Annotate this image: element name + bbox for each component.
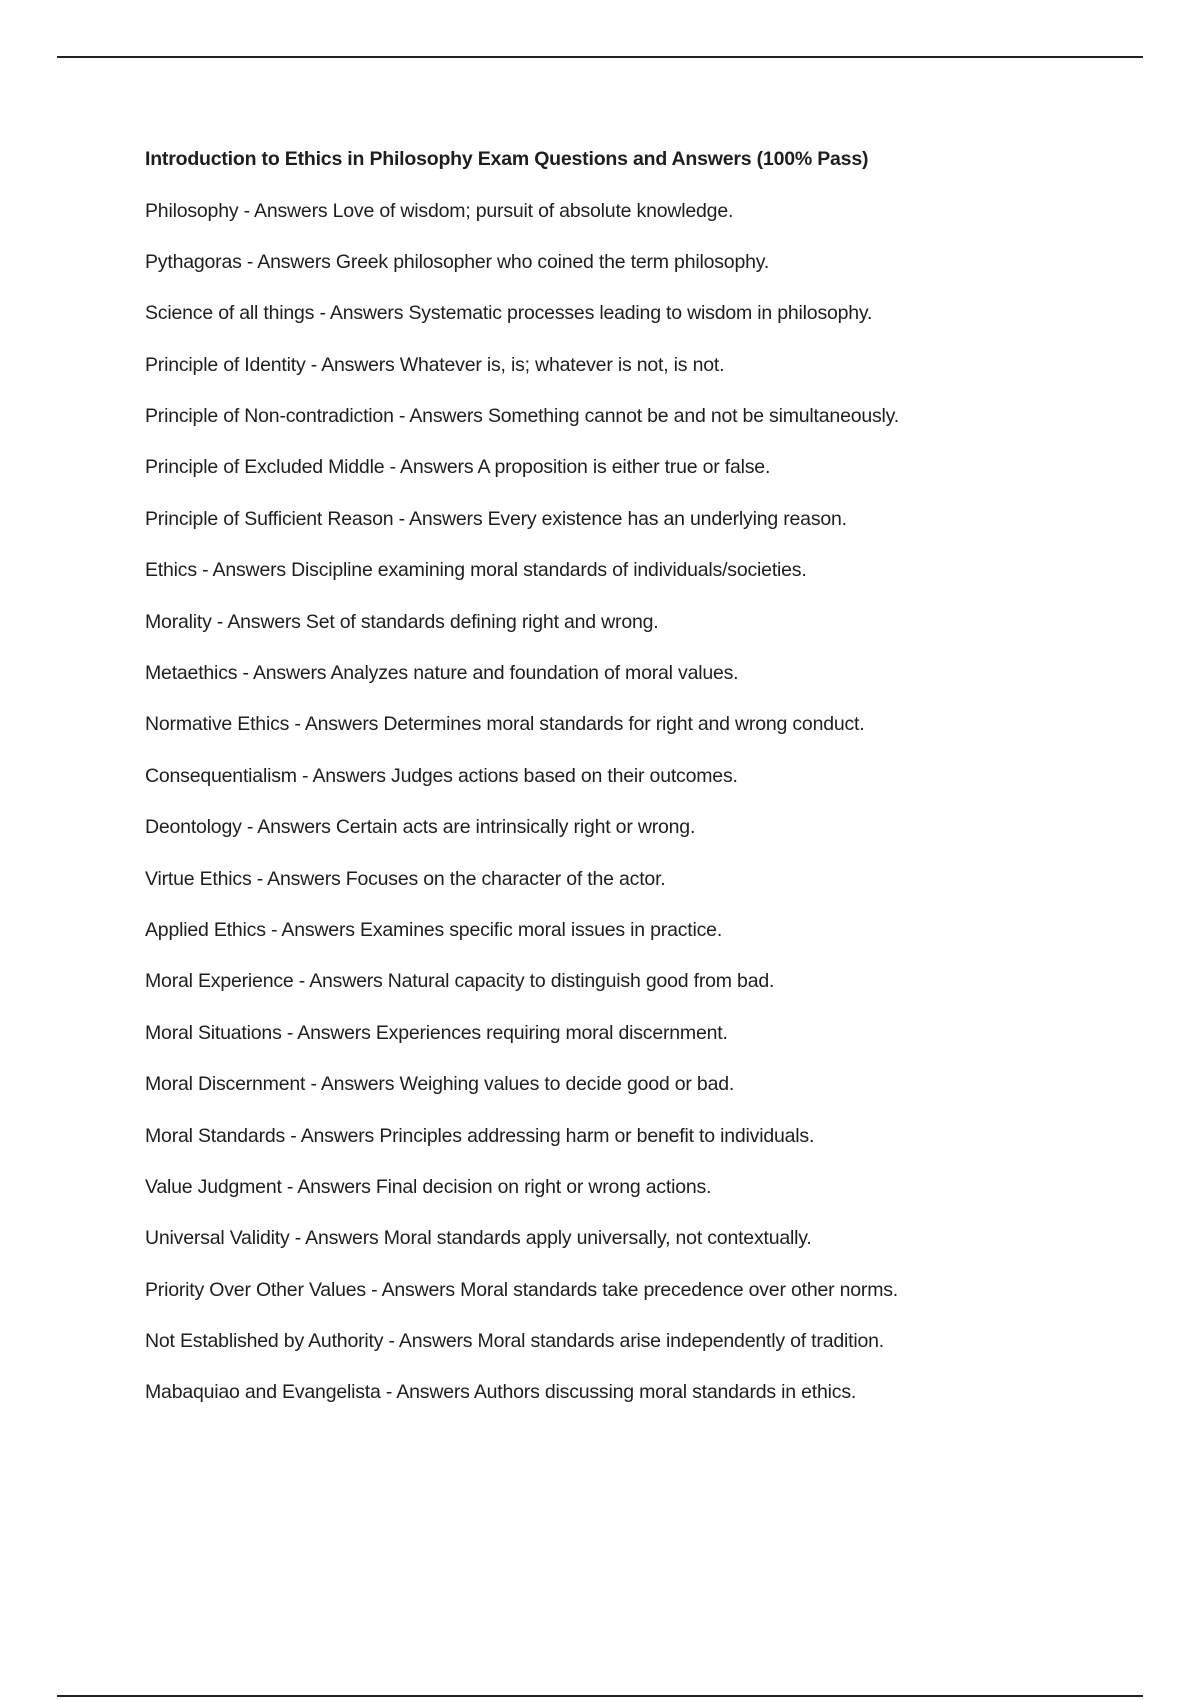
header-rule xyxy=(57,56,1143,58)
qa-entry: Priority Over Other Values - Answers Moral standards take precedence over other norms. xyxy=(145,1278,899,1301)
qa-entry: Universal Validity - Answers Moral standards apply universally, not contextually. xyxy=(145,1227,812,1250)
qa-entry: Philosophy - Answers Love of wisdom; pursuit of absolute knowledge. xyxy=(145,199,734,222)
qa-entry: Applied Ethics - Answers Examines specific moral issues in practice. xyxy=(145,918,723,941)
qa-entry: Science of all things - Answers Systematic processes leading to wisdom in philosophy. xyxy=(145,302,873,325)
qa-entry: Principle of Excluded Middle - Answers A proposition is either true or false. xyxy=(145,456,771,479)
qa-entry: Mabaquiao and Evangelista - Answers Authors discussing moral standards in ethics. xyxy=(145,1381,857,1404)
qa-entry: Moral Experience - Answers Natural capacity to distinguish good from bad. xyxy=(145,970,775,993)
qa-entry: Normative Ethics - Answers Determines moral standards for right and wrong conduct. xyxy=(145,713,865,736)
qa-entry: Moral Standards - Answers Principles addressing harm or benefit to individuals. xyxy=(145,1124,815,1147)
qa-entry: Deontology - Answers Certain acts are intrinsically right or wrong. xyxy=(145,816,696,839)
qa-entry: Morality - Answers Set of standards defining right and wrong. xyxy=(145,610,659,633)
qa-entry: Value Judgment - Answers Final decision on right or wrong actions. xyxy=(145,1175,712,1198)
qa-entry: Principle of Identity - Answers Whatever is, is; whatever is not, is not. xyxy=(145,353,725,376)
document-title: Introduction to Ethics in Philosophy Exam Questions and Answers (100% Pass) xyxy=(145,148,869,170)
qa-list xyxy=(145,196,1145,1408)
qa-entry: Principle of Non-contradiction - Answers Something cannot be and not be simultaneously. xyxy=(145,405,900,428)
qa-entry: Consequentialism - Answers Judges actions based on their outcomes. xyxy=(145,764,738,787)
qa-entry: Metaethics - Answers Analyzes nature and foundation of moral values. xyxy=(145,662,739,685)
qa-entry: Virtue Ethics - Answers Focuses on the character of the actor. xyxy=(145,867,666,890)
qa-entry: Ethics - Answers Discipline examining moral standards of individuals/societies. xyxy=(145,559,807,582)
qa-entry: Principle of Sufficient Reason - Answers Every existence has an underlying reason. xyxy=(145,507,847,530)
footer-rule xyxy=(57,1695,1143,1697)
qa-entry: Moral Situations - Answers Experiences requiring moral discernment. xyxy=(145,1021,728,1044)
document-body xyxy=(145,144,1145,1429)
qa-entry: Not Established by Authority - Answers Moral standards arise independently of tradition. xyxy=(145,1330,884,1353)
qa-entry: Pythagoras - Answers Greek philosopher who coined the term philosophy. xyxy=(145,250,770,273)
qa-entry: Moral Discernment - Answers Weighing values to decide good or bad. xyxy=(145,1073,735,1096)
